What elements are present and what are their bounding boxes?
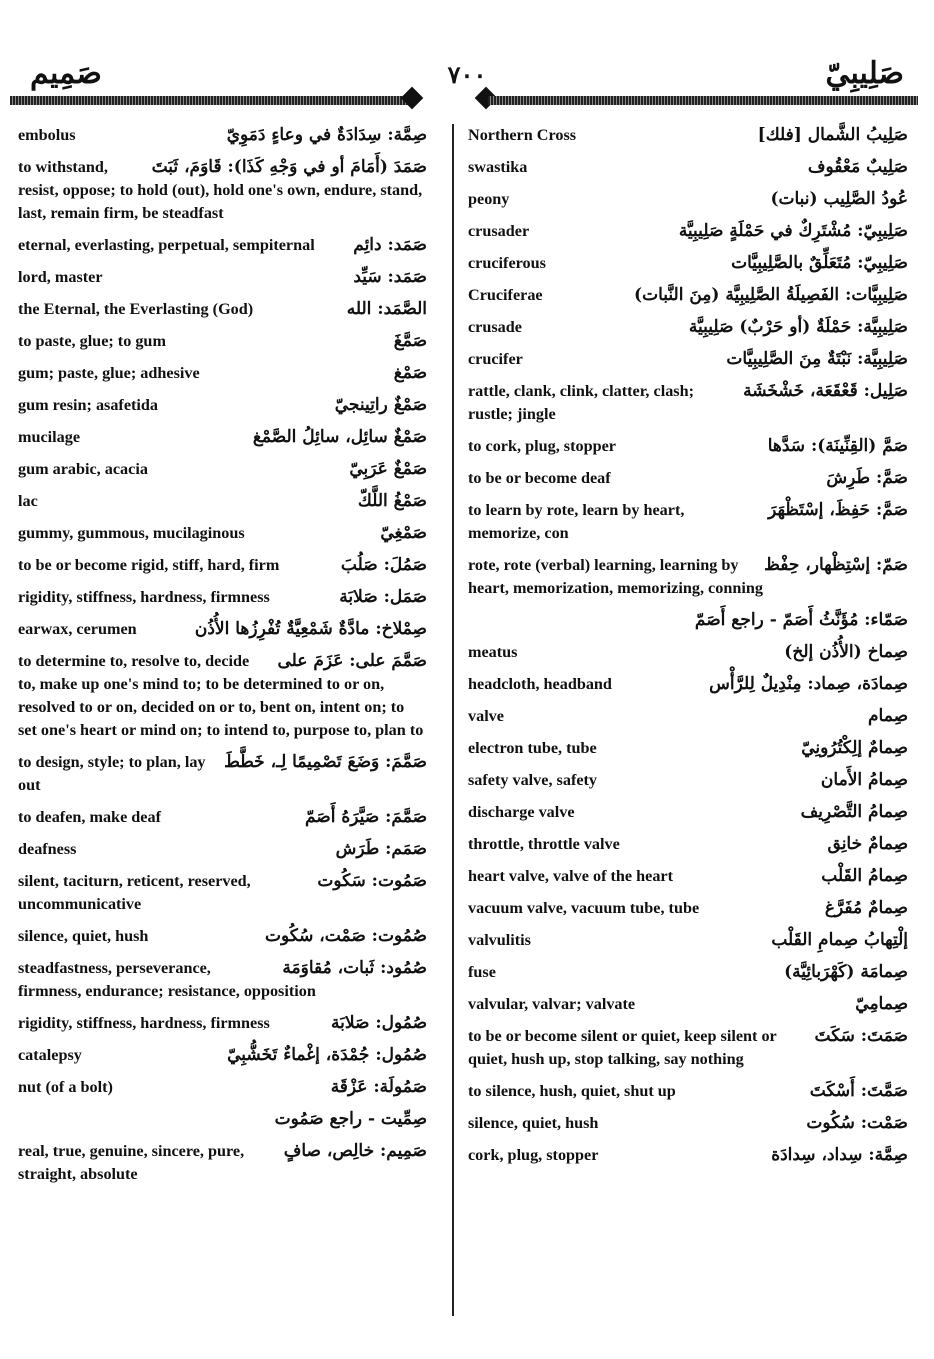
dictionary-entry-arabic: صِمِّيت - راجع صَمُوت [274, 1109, 427, 1129]
english-definition: silence, quiet, hush [468, 1114, 599, 1132]
dictionary-entry [468, 124, 908, 147]
dictionary-entry [468, 380, 908, 426]
dictionary-entry [18, 124, 427, 147]
dictionary-entry [18, 870, 427, 916]
dictionary-entry [468, 499, 908, 545]
left-column [0, 124, 445, 1195]
english-definition: to be or become rigid, stiff, hard, firm [18, 556, 280, 574]
english-definition: deafness [18, 840, 77, 858]
dictionary-entry [18, 156, 427, 225]
english-definition: vacuum valve, vacuum tube, tube [468, 899, 700, 917]
dictionary-entry [18, 266, 427, 289]
arabic-headword: صَمْغِيّ [380, 523, 427, 543]
dictionary-entry [468, 1112, 908, 1135]
arabic-headword: صِمامٌ إلِكْتُرُونِيّ [801, 738, 908, 758]
english-definition: nut (of a bolt) [18, 1078, 113, 1096]
arabic-headword: صِمَّة: سِدَادَةٌ في وعاءٍ دَمَوِيّ [226, 125, 427, 145]
arabic-headword: صِمامِيّ [855, 994, 908, 1014]
english-definition: discharge valve [468, 803, 575, 821]
arabic-headword: صَمَل: صَلابَة [339, 587, 427, 607]
english-definition: throttle, throttle valve [468, 835, 620, 853]
dictionary-entry [18, 330, 427, 353]
arabic-headword: صَمَّتَ: أَسْكَتَ [809, 1081, 908, 1101]
english-definition: peony [468, 190, 510, 208]
page-header [0, 56, 934, 106]
dictionary-entry [18, 522, 427, 545]
page-number: ٧٠٠ [447, 60, 487, 89]
dictionary-entry [18, 925, 427, 948]
arabic-headword: صَمُولَة: عَزْقَة [330, 1077, 427, 1097]
dictionary-entry [468, 284, 908, 307]
english-definition: cruciferous [468, 254, 546, 272]
english-definition: to cork, plug, stopper [468, 437, 616, 455]
english-definition: rote, rote (verbal) learning, learning by heart, memorization, memorizing, conning [468, 556, 763, 597]
arabic-headword: صَمَّمَ: صَيَّرَهُ أَصَمّ [304, 807, 427, 827]
dictionary-entry [18, 426, 427, 449]
dictionary-entry [18, 394, 427, 417]
arabic-headword: صَمْغٌ راتِينجيّ [334, 395, 427, 415]
english-definition: earwax, cerumen [18, 620, 137, 638]
english-definition: meatus [468, 643, 518, 661]
arabic-headword: صَلِيبِيَّات: الفَصِيلَةُ الصَّلِيبِيَّة (مِنَ النَّبات) [634, 285, 908, 305]
arabic-headword: صَمُلَ: صَلُبَ [340, 555, 427, 575]
english-definition: Cruciferae [468, 286, 543, 304]
english-definition: to withstand, resist, oppose; to hold (out), hold one's own, endure, stand, last, remain firm, be steadfast [18, 158, 423, 222]
english-definition: eternal, everlasting, perpetual, sempiternal [18, 236, 315, 254]
english-definition: cork, plug, stopper [468, 1146, 599, 1164]
dictionary-entry [468, 554, 908, 600]
arabic-headword: صِمامُ التَّصْرِيف [800, 802, 908, 822]
english-definition: rattle, clank, clink, clatter, clash; rustle; jingle [468, 382, 694, 423]
english-definition: steadfastness, perseverance, firmness, endurance; resistance, opposition [18, 959, 316, 1000]
arabic-headword: صِماخ (الأُذُن إلخ) [784, 642, 908, 662]
english-definition: to determine to, resolve to, decide to, make up one's mind to; to be determined to or on, resolved to or on, decided on or to, bent on, intent on; to set one's heart or mind on; to intend to, purpose to, plan to [18, 652, 424, 739]
arabic-headword: صَلِيبٌ مَعْقُوف [807, 157, 908, 177]
english-definition: to be or become silent or quiet, keep silent or quiet, hush up, stop talking, say nothing [468, 1027, 777, 1068]
english-definition: crusader [468, 222, 530, 240]
arabic-headword: صَمَّ: طَرِشَ [826, 468, 908, 488]
arabic-headword: صَمِيم: خالِص، صافٍ [283, 1141, 427, 1161]
arabic-headword: صِمَّة: سِداد، سِدادَة [771, 1145, 908, 1165]
arabic-headword: صِمامٌ خانِق [827, 834, 908, 854]
arabic-headword: صُمُوت: صَمْت، سُكُوت [264, 926, 427, 946]
dictionary-entry-arabic: صَمّاء: مُؤَنَّثُ أَصَمّ - راجع أَصَمّ [694, 610, 908, 630]
dictionary-entry [468, 673, 908, 696]
arabic-headword: صَلِيبُ الشَّمال [فلك] [757, 125, 908, 145]
arabic-headword: صَمْغٌ سائِل، سائِلُ الصَّمْغ [252, 427, 427, 447]
dictionary-entry [18, 650, 427, 742]
dictionary-entry [468, 1025, 908, 1071]
arabic-headword: صَمّ: إسْتِظْهار، حِفْظ [764, 555, 908, 575]
dictionary-entry [468, 316, 908, 339]
header-rule-right [488, 96, 918, 105]
dictionary-entry [18, 838, 427, 861]
english-definition: to paste, glue; to gum [18, 332, 166, 350]
english-definition: heart valve, valve of the heart [468, 867, 673, 885]
arabic-headword: صُمُول: جُمْدَة، إغْماءٌ تَخَشُّبِيّ [227, 1045, 427, 1065]
english-definition: silent, taciturn, reticent, reserved, uncommunicative [18, 872, 251, 913]
arabic-headword: صَمُوت: سَكُوت [317, 871, 427, 891]
english-definition: silence, quiet, hush [18, 927, 149, 945]
english-definition: to deafen, make deaf [18, 808, 161, 826]
english-definition: catalepsy [18, 1046, 82, 1064]
english-definition: to be or become deaf [468, 469, 611, 487]
arabic-headword: صَمَّغَ [393, 331, 427, 351]
english-definition: valve [468, 707, 504, 725]
arabic-headword: صِمامُ القَلْب [821, 866, 908, 886]
english-definition: rigidity, stiffness, hardness, firmness [18, 588, 270, 606]
dictionary-entry [468, 769, 908, 792]
arabic-headword: صَمَّمَ على: عَزَمَ على [277, 651, 427, 671]
dictionary-entry [18, 957, 427, 1003]
english-definition: the Eternal, the Everlasting (God) [18, 300, 254, 318]
dictionary-entry [468, 252, 908, 275]
dictionary-entry [18, 1140, 427, 1186]
dictionary-entry [468, 467, 908, 490]
arabic-headword: صَلِيبِيّ: مُشْتَرِكٌ في حَمْلَةٍ صَلِيبِيَّة [678, 221, 908, 241]
diamond-ornament-left [401, 87, 424, 110]
english-definition: fuse [468, 963, 496, 981]
arabic-headword: صَلِيل: قَعْقَعَة، خَشْخَشَة [743, 381, 908, 401]
dictionary-entry [18, 618, 427, 641]
dictionary-entry [18, 1012, 427, 1035]
arabic-headword: صَمَتَ: سَكَتَ [814, 1026, 908, 1046]
english-definition: gum; paste, glue; adhesive [18, 364, 200, 382]
arabic-headword: صَمْغُ اللَّكّ [357, 491, 427, 511]
english-definition: Northern Cross [468, 126, 577, 144]
arabic-headword: صِمام [868, 706, 908, 726]
dictionary-entry [18, 554, 427, 577]
dictionary-entry [18, 362, 427, 385]
arabic-headword: صَمَدَ (أَمَامَ أو في وَجْهِ كَذَا): قَاوَمَ، ثَبَتَ [151, 157, 427, 177]
arabic-headword: صَمَد: سَيِّد [353, 267, 427, 287]
arabic-headword: الصَّمَد: الله [346, 299, 427, 319]
english-definition: safety valve, safety [468, 771, 598, 789]
dictionary-entry [18, 751, 427, 797]
arabic-headword: صَمَم: طَرَش [335, 839, 427, 859]
header-rule-left [10, 96, 408, 105]
english-definition: to silence, hush, quiet, shut up [468, 1082, 676, 1100]
english-definition: embolus [18, 126, 76, 144]
dictionary-entry [468, 737, 908, 760]
arabic-headword: صَمَد: دائِم [353, 235, 427, 255]
arabic-headword: صَمْغٌ عَرَبِيّ [349, 459, 427, 479]
arabic-headword: صُمُود: ثَبات، مُقاوَمَة [282, 958, 427, 978]
dictionary-entry [468, 865, 908, 888]
arabic-headword: إلْتِهابُ صِمامِ القَلْب [771, 930, 908, 950]
dictionary-entry [468, 705, 908, 728]
english-definition: rigidity, stiffness, hardness, firmness [18, 1014, 270, 1032]
dictionary-entry [468, 220, 908, 243]
dictionary-entry [468, 897, 908, 920]
dictionary-entry [468, 348, 908, 371]
english-definition: real, true, genuine, sincere, pure, straight, absolute [18, 1142, 245, 1183]
dictionary-entry [18, 298, 427, 321]
headword-right: صَلِيبِيّ [825, 56, 904, 91]
arabic-headword: صِمْلاخ: مادَّةٌ شَمْعِيَّةٌ تُفْرِزُها الأُذُن [194, 619, 427, 639]
arabic-headword: صَمَّ (القِنِّينَة): سَدَّها [767, 436, 908, 456]
english-definition: crucifer [468, 350, 523, 368]
arabic-headword: صِمامُ الأَمان [820, 770, 908, 790]
right-column [452, 124, 934, 1316]
dictionary-entry [18, 458, 427, 481]
arabic-headword: صَلِيبِيَّة: حَمْلَةٌ (أو حَرْبٌ) صَلِيبِيَّة [688, 317, 908, 337]
arabic-headword: صَمَّمَ: وَضَعَ تَصْمِيمًا لِـ، خَطَّطَ [224, 752, 427, 772]
arabic-headword: صِمامٌ مُفَرَّغ [824, 898, 908, 918]
arabic-headword: صُمُول: صَلابَة [330, 1013, 427, 1033]
dictionary-entry [468, 961, 908, 984]
dictionary-entry [18, 806, 427, 829]
dictionary-entry [468, 929, 908, 952]
arabic-headword: صَمْغ [393, 363, 427, 383]
english-definition: to design, style; to plan, lay out [18, 753, 206, 794]
english-definition: mucilage [18, 428, 81, 446]
english-definition: swastika [468, 158, 528, 176]
dictionary-entry [468, 993, 908, 1016]
dictionary-entry [468, 1080, 908, 1103]
english-definition: to learn by rote, learn by heart, memorize, con [468, 501, 685, 542]
headword-left: صَمِيم [30, 56, 102, 91]
dictionary-entry [468, 801, 908, 824]
dictionary-entry [468, 188, 908, 211]
arabic-headword: صِمادَة، صِماد: مِنْدِيلٌ لِلرَّأْس [709, 674, 908, 694]
dictionary-entry [468, 156, 908, 179]
english-definition: lac [18, 492, 38, 510]
dictionary-entry [18, 490, 427, 513]
arabic-headword: صَلِيبِيّ: مُتَعَلِّقٌ بالصَّلِيبِيَّات [731, 253, 908, 273]
english-definition: electron tube, tube [468, 739, 597, 757]
dictionary-entry [468, 641, 908, 664]
dictionary-entry [468, 1144, 908, 1167]
english-definition: valvular, valvar; valvate [468, 995, 636, 1013]
arabic-headword: صِمامَة (كَهْرَبائِيَّة) [784, 962, 908, 982]
arabic-headword: صَلِيبِيَّة: نَبْتَةٌ مِنَ الصَّلِيبِيَّات [726, 349, 908, 369]
dictionary-entry [468, 833, 908, 856]
english-definition: lord, master [18, 268, 103, 286]
english-definition: gum resin; asafetida [18, 396, 158, 414]
arabic-headword: عُودُ الصَّلِيب (نبات) [770, 189, 908, 209]
english-definition: gum arabic, acacia [18, 460, 148, 478]
dictionary-entry [468, 435, 908, 458]
dictionary-entry [18, 1044, 427, 1067]
english-definition: gummy, gummous, mucilaginous [18, 524, 245, 542]
english-definition: crusade [468, 318, 522, 336]
dictionary-entry [18, 586, 427, 609]
dictionary-entry [18, 1076, 427, 1099]
english-definition: valvulitis [468, 931, 531, 949]
dictionary-entry [18, 234, 427, 257]
english-definition: headcloth, headband [468, 675, 612, 693]
arabic-headword: صَمْت: سُكُوت [806, 1113, 908, 1133]
arabic-headword: صَمَّ: حَفِظَ، إسْتَظْهَرَ [768, 500, 908, 520]
